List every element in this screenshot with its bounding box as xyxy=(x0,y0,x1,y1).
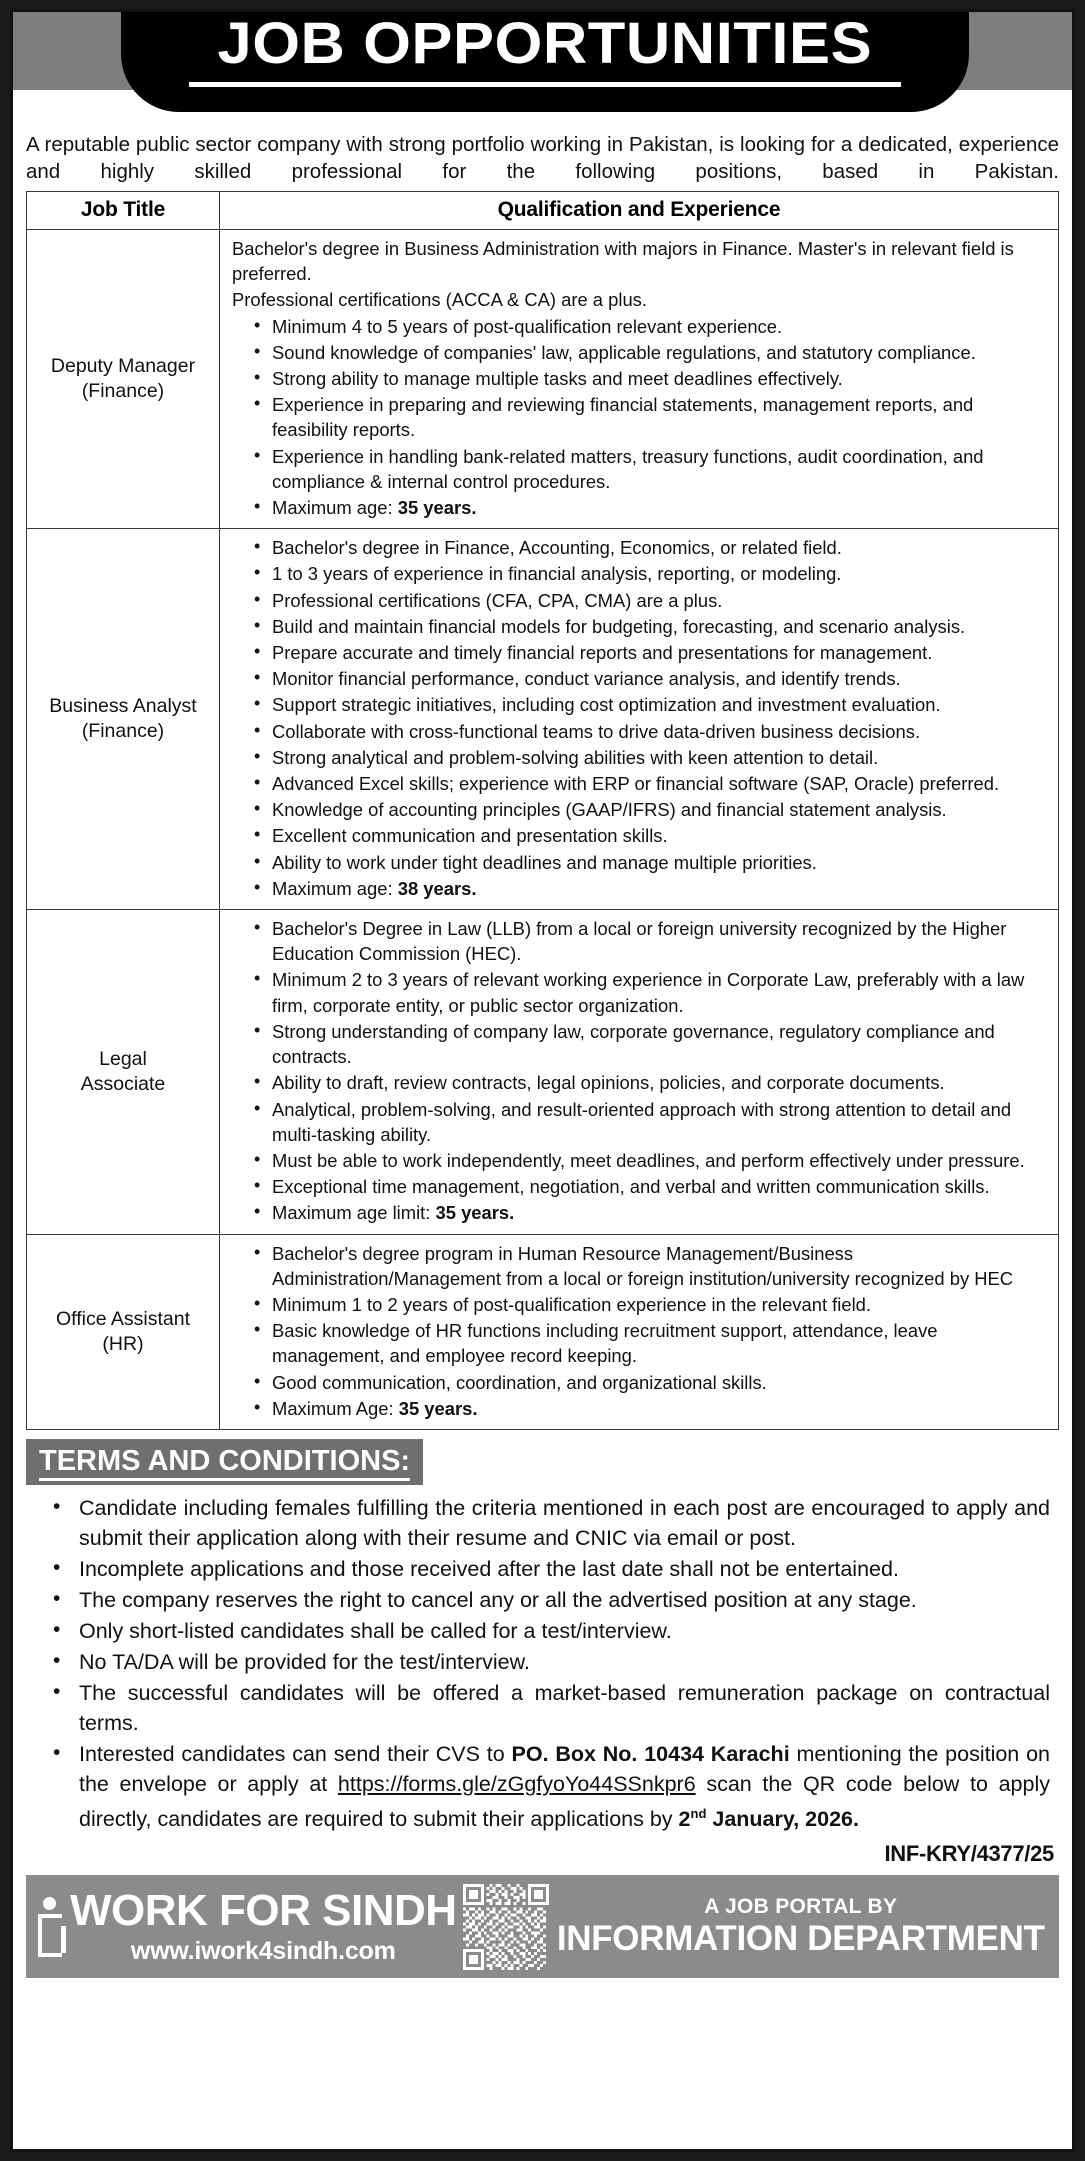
qualification-bullet: • Monitor financial performance, conduct variance analysis, and identify trends. xyxy=(232,666,1048,691)
job-title-subline: (HR) xyxy=(102,1332,144,1355)
qualification-cell xyxy=(220,1234,1059,1429)
qualification-bullet: • Experience in handling bank-related matters, treasury functions, audit coordination, and compliance & internal control procedures. xyxy=(232,444,1048,494)
qualification-bullet: • Bachelor's degree program in Human Resource Management/Business Administration/Management from a local or foreign institution/university recognized by HEC xyxy=(232,1241,1048,1291)
qualification-bullet: • Support strategic initiatives, including cost optimization and investment evaluation. xyxy=(232,692,1048,717)
qr-code-svg xyxy=(463,1884,549,1970)
terms-item: • No TA/DA will be provided for the test/interview. xyxy=(43,1647,1050,1677)
qualification-bullet: • Build and maintain financial models for budgeting, forecasting, and scenario analysis. xyxy=(232,614,1048,639)
logo-door xyxy=(38,1914,62,1957)
terms-item: • The successful candidates will be offered a market-based remuneration package on contractual terms. xyxy=(43,1678,1050,1738)
maximum-age-bullet: • Maximum age: 35 years. xyxy=(232,495,1048,520)
qr-code-icon[interactable] xyxy=(463,1884,549,1970)
qualification-bullet: • Strong understanding of company law, corporate governance, regulatory compliance and contracts. xyxy=(232,1019,1048,1069)
terms-list xyxy=(13,1485,1072,1839)
maximum-age-value: 35 years. xyxy=(397,497,477,519)
qualification-bullet: • Excellent communication and presentation skills. xyxy=(232,823,1048,848)
qualification-bullet: • Professional certifications (CFA, CPA, CMA) are a plus. xyxy=(232,588,1048,613)
terms-heading-text: TERMS AND CONDITIONS: xyxy=(39,1445,410,1481)
terms-item: • Incomplete applications and those received after the last date shall not be entertained. xyxy=(43,1554,1050,1584)
qualification-bullet: • Strong ability to manage multiple tasks and meet deadlines effectively. xyxy=(232,366,1048,391)
qualification-paragraph: Professional certifications (ACCA & CA) are a plus. xyxy=(232,289,647,311)
job-title-cell xyxy=(27,910,220,1234)
qualification-cell xyxy=(220,230,1059,529)
qualification-bullet: • Ability to work under tight deadlines and manage multiple priorities. xyxy=(232,850,1048,875)
table-row xyxy=(27,910,1059,1234)
job-title-subline: Associate xyxy=(80,1072,166,1095)
jobs-table-wrapper xyxy=(13,191,1072,1430)
brand-block xyxy=(26,1885,457,1966)
intro-paragraph: A reputable public sector company with strong portfolio working in Pakistan, is looking for a dedicated, experience and highly skilled professional for the following positions, based in Pakistan. xyxy=(26,133,1059,183)
table-header-row xyxy=(27,192,1059,230)
table-row xyxy=(27,529,1059,910)
column-header-job-title: Job Title xyxy=(27,192,220,230)
deadline-day: 2 xyxy=(678,1807,691,1832)
portal-block xyxy=(549,1895,1059,1958)
qualification-cell xyxy=(220,529,1059,910)
terms-heading-row xyxy=(13,1430,1072,1485)
job-title-line: Business Analyst xyxy=(49,695,197,718)
qualification-bullet: • Advanced Excel skills; experience with ERP or financial software (SAP, Oracle) preferred. xyxy=(232,771,1048,796)
qualification-paragraph: Bachelor's degree in Business Administration with majors in Finance. Master's in relevant field is preferred. xyxy=(232,238,1014,285)
table-row xyxy=(27,1234,1059,1429)
maximum-age-value: 35 years. xyxy=(435,1202,515,1224)
qualification-bullet: • Strong analytical and problem-solving abilities with keen attention to detail. xyxy=(232,745,1048,770)
advertisement-sheet xyxy=(10,9,1075,2152)
maximum-age-value: 38 years. xyxy=(397,877,477,899)
qualification-bullet: • Minimum 2 to 3 years of relevant working experience in Corporate Law, preferably with a law firm, corporate entity, or public sector organization. xyxy=(232,967,1048,1017)
qualification-bullet: • Ability to draft, review contracts, legal opinions, policies, and corporate documents. xyxy=(232,1070,1048,1095)
table-row xyxy=(27,230,1059,529)
application-form-link[interactable]: https://forms.gle/zGgfyoYo44SSnkpr6 xyxy=(337,1771,696,1796)
qualification-bullet: • Exceptional time management, negotiation, and verbal and written communication skills. xyxy=(232,1174,1048,1199)
maximum-age-value: 35 years. xyxy=(398,1397,478,1419)
job-title-cell xyxy=(27,230,220,529)
job-title-subline: (Finance) xyxy=(81,720,165,743)
qualification-bullet: • Minimum 1 to 2 years of post-qualification experience in the relevant field. xyxy=(232,1292,1048,1317)
title-banner xyxy=(121,9,969,112)
reference-number: INF-KRY/4377/25 xyxy=(884,1841,1054,1867)
job-title-subline: (Finance) xyxy=(81,380,165,403)
brand-website[interactable]: www.iwork4sindh.com xyxy=(130,1936,396,1965)
job-title-line: Office Assistant xyxy=(55,1307,191,1330)
qualification-bullet: • Bachelor's Degree in Law (LLB) from a local or foreign university recognized by the Higher Education Commission (HEC). xyxy=(232,916,1048,966)
maximum-age-bullet: • Maximum age limit: 35 years. xyxy=(232,1200,1048,1225)
footer-wrapper xyxy=(13,1875,1072,1988)
qualification-bullet: • Good communication, coordination, and organizational skills. xyxy=(232,1370,1048,1395)
terms-item: • The company reserves the right to cancel any or all the advertised position at any stage. xyxy=(43,1585,1050,1615)
qualification-bullet: • Experience in preparing and reviewing financial statements, management reports, and feasibility reports. xyxy=(232,392,1048,442)
qualification-bullet-list xyxy=(232,916,1048,1225)
logo-dot xyxy=(43,1897,56,1910)
qualification-bullet: • Must be able to work independently, meet deadlines, and perform effectively under pressure. xyxy=(232,1148,1048,1173)
deadline-ordinal: nd xyxy=(690,1805,707,1821)
qualification-bullet-list xyxy=(232,1241,1048,1421)
po-box-address: PO. Box No. 10434 Karachi xyxy=(511,1741,790,1766)
qualification-cell xyxy=(220,910,1059,1234)
job-title-cell xyxy=(27,1234,220,1429)
terms-item: • Only short-listed candidates shall be called for a test/interview. xyxy=(43,1616,1050,1646)
column-header-qualification: Qualification and Experience xyxy=(220,192,1059,230)
qualification-bullet: • Analytical, problem-solving, and result-oriented approach with strong attention to detail and multi-tasking ability. xyxy=(232,1097,1048,1147)
qualification-bullet: • Basic knowledge of HR functions including recruitment support, attendance, leave management, and employee record keeping. xyxy=(232,1318,1048,1368)
job-title-line: Legal xyxy=(99,1047,147,1070)
qualification-bullet-list xyxy=(232,535,1048,901)
portal-line: A JOB PORTAL BY xyxy=(704,1895,898,1919)
footer-banner xyxy=(26,1875,1059,1978)
deadline-date: January, 2026. xyxy=(706,1807,859,1832)
terms-item: • Candidate including females fulfilling the criteria mentioned in each post are encouraged to apply and submit their application along with their resume and CNIC via email or post. xyxy=(43,1493,1050,1553)
job-title-line: Deputy Manager xyxy=(50,355,196,378)
jobs-table xyxy=(26,191,1059,1430)
maximum-age-bullet: • Maximum age: 38 years. xyxy=(232,876,1048,901)
qualification-bullet: • Collaborate with cross-functional teams to drive data-driven business decisions. xyxy=(232,719,1048,744)
maximum-age-bullet: • Maximum Age: 35 years. xyxy=(232,1396,1048,1421)
qualification-bullet: • Bachelor's degree in Finance, Accounting, Economics, or related field. xyxy=(232,535,1048,560)
header xyxy=(13,12,1072,124)
terms-heading xyxy=(26,1439,423,1485)
page-title: JOB OPPORTUNITIES xyxy=(217,11,873,76)
title-underline xyxy=(189,82,901,87)
brand-words xyxy=(70,1885,457,1966)
terms-item-application: • Interested candidates can send their CVS to PO. Box No. 10434 Karachi mentioning the position on the envelope or apply at https://forms.gle/zGgfyoYo44SSnkpr6 scan the QR code below to apply directly, candidates are required to submit their applications by 2nd January, 2026. xyxy=(43,1739,1050,1834)
qualification-bullet: • Sound knowledge of companies' law, applicable regulations, and statutory compliance. xyxy=(232,340,1048,365)
qualification-bullet: • Prepare accurate and timely financial reports and presentations for management. xyxy=(232,640,1048,665)
qualification-bullet: • Knowledge of accounting principles (GAAP/IFRS) and financial statement analysis. xyxy=(232,797,1048,822)
qualification-bullet-list xyxy=(232,314,1048,521)
qualification-bullet: • 1 to 3 years of experience in financial analysis, reporting, or modeling. xyxy=(232,561,1048,586)
job-title-cell xyxy=(27,529,220,910)
brand-title: WORK FOR SINDH xyxy=(70,1885,457,1935)
qualification-bullet: • Minimum 4 to 5 years of post-qualification relevant experience. xyxy=(232,314,1048,339)
department-name: INFORMATION DEPARTMENT xyxy=(556,1919,1045,1959)
iwork-logo-icon xyxy=(38,1897,64,1957)
